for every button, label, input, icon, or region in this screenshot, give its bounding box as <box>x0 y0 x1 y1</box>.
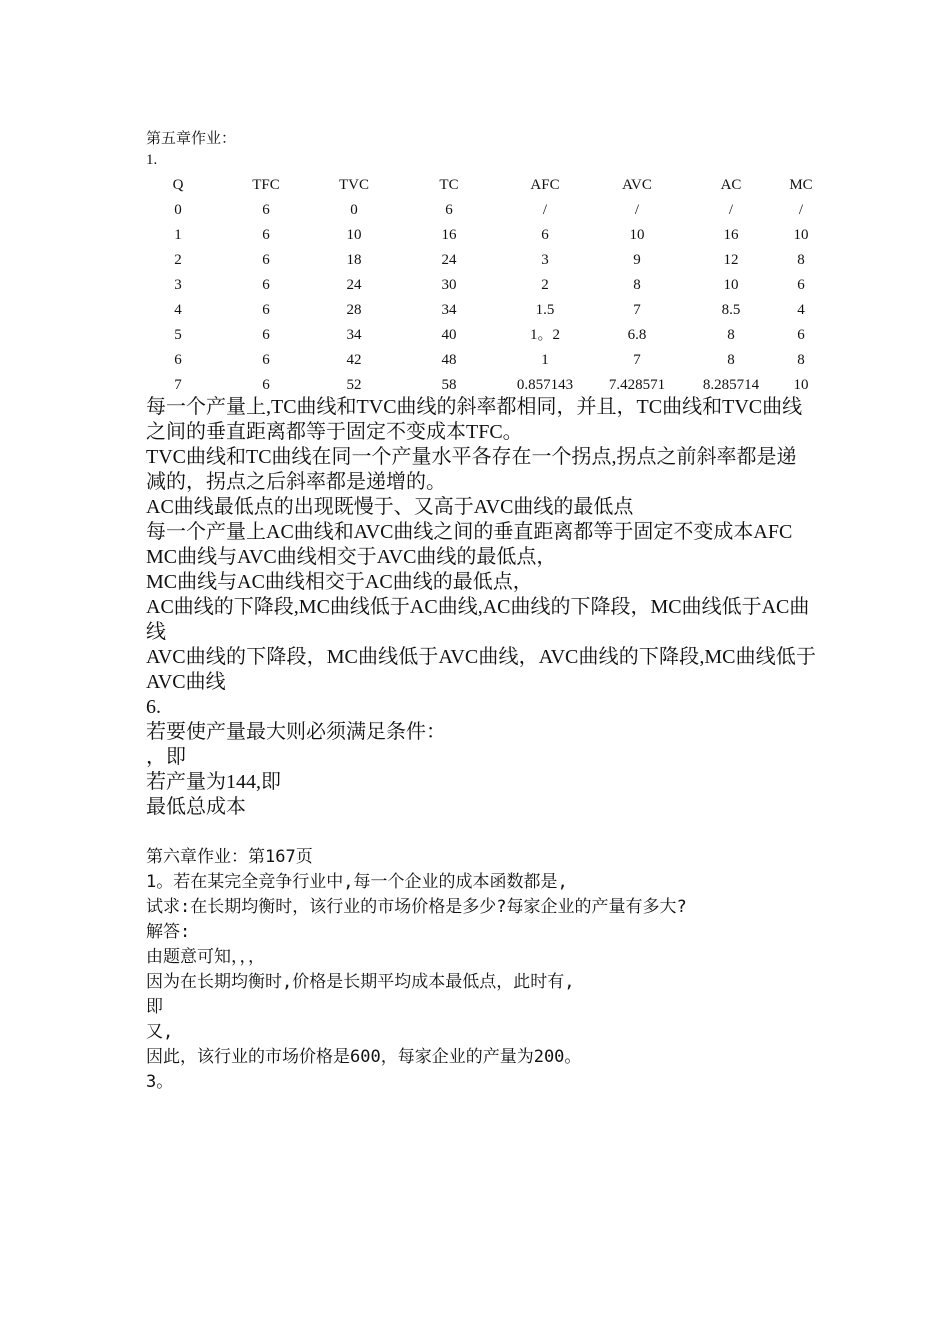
table-cell: 34 <box>441 302 457 318</box>
table-row <box>146 198 836 223</box>
table-cell: 8 <box>797 352 805 368</box>
table-cell: 7 <box>633 302 641 318</box>
column-header: TVC <box>339 177 369 193</box>
table-cell: 6 <box>262 227 270 243</box>
table-cell: 12 <box>723 252 739 268</box>
paragraph: ，即 <box>146 746 186 768</box>
question-1-label: 1. <box>146 152 158 168</box>
table-cell: 6 <box>797 277 805 293</box>
table-cell: 4 <box>797 302 805 318</box>
table-cell: 6 <box>262 202 270 218</box>
paragraph: MC曲线与AVC曲线相交于AVC曲线的最低点， <box>146 546 557 568</box>
table-cell: 0 <box>174 202 182 218</box>
table-cell: 4 <box>174 302 182 318</box>
table-cell: 16 <box>723 227 739 243</box>
table-cell: 6 <box>262 327 270 343</box>
table-row <box>146 348 836 373</box>
table-cell: 8 <box>797 252 805 268</box>
table-cell: 24 <box>346 277 362 293</box>
table-cell: 10 <box>793 377 809 393</box>
cost-table <box>146 173 836 398</box>
table-cell: 6 <box>174 352 182 368</box>
table-cell: 28 <box>346 302 362 318</box>
table-cell: 58 <box>441 377 457 393</box>
paragraph: 试求:在长期均衡时，该行业的市场价格是多少?每家企业的产量有多大? <box>146 897 687 917</box>
table-cell: 6 <box>262 377 270 393</box>
paragraph: TVC曲线和TC曲线在同一个产量水平各存在一个拐点,拐点之前斜率都是递减的，拐点之后斜率都是递增的。 <box>146 446 797 493</box>
paragraph: 因此，该行业的市场价格是600，每家企业的产量为200。 <box>146 1047 582 1067</box>
table-cell: 8 <box>727 327 735 343</box>
paragraph: 6. <box>146 696 161 718</box>
paragraph: 即 <box>146 997 163 1017</box>
table-cell: 24 <box>441 252 457 268</box>
table-cell: 2 <box>174 252 182 268</box>
chapter6-body <box>146 845 816 1095</box>
paragraph: 1。若在某完全竞争行业中,每一个企业的成本函数都是, <box>146 872 568 892</box>
table-cell: 2 <box>541 277 549 293</box>
table-cell: 6 <box>262 352 270 368</box>
table-cell: 16 <box>441 227 457 243</box>
table-cell: 34 <box>346 327 362 343</box>
paragraph: AC曲线最低点的出现既慢于、又高于AVC曲线的最低点 <box>146 496 634 518</box>
table-cell: 7.428571 <box>608 377 666 393</box>
chapter5-body <box>146 395 816 820</box>
paragraph: AC曲线的下降段,MC曲线低于AC曲线,AC曲线的下降段，MC曲线低于AC曲线 <box>146 596 810 643</box>
table-cell: 10 <box>793 227 809 243</box>
table-cell: 0.857143 <box>516 377 574 393</box>
table-cell: 8 <box>727 352 735 368</box>
table-row <box>146 298 836 323</box>
table-cell: 40 <box>441 327 457 343</box>
chapter6-heading: 第六章作业：第167页 <box>146 847 313 867</box>
table-cell: 8.285714 <box>702 377 760 393</box>
table-row <box>146 223 836 248</box>
table-cell: 9 <box>633 252 641 268</box>
table-cell: / <box>798 202 804 218</box>
paragraph: 若要使产量最大则必须满足条件： <box>146 721 446 743</box>
table-cell: / <box>542 202 548 218</box>
table-cell: 10 <box>629 227 645 243</box>
table-cell: 0 <box>350 202 358 218</box>
chapter5-heading: 第五章作业： <box>146 131 237 147</box>
table-cell: 6 <box>797 327 805 343</box>
column-header: AC <box>720 177 742 193</box>
paragraph: 解答: <box>146 922 191 942</box>
paragraph: 3。 <box>146 1072 174 1092</box>
column-header: TFC <box>252 177 280 193</box>
table-cell: 6 <box>262 252 270 268</box>
table-cell: 18 <box>346 252 362 268</box>
paragraph: 因为在长期均衡时,价格是长期平均成本最低点，此时有, <box>146 972 575 992</box>
table-cell: 3 <box>174 277 182 293</box>
table-cell: 8 <box>633 277 641 293</box>
table-cell: 7 <box>633 352 641 368</box>
column-header: AFC <box>530 177 560 193</box>
table-cell: 5 <box>174 327 182 343</box>
table-cell: 10 <box>723 277 739 293</box>
table-cell: 42 <box>346 352 362 368</box>
column-header: Q <box>172 177 184 193</box>
table-cell: 6 <box>541 227 549 243</box>
table-cell: 48 <box>441 352 457 368</box>
column-header: AVC <box>622 177 652 193</box>
column-header: TC <box>439 177 459 193</box>
paragraph: 若产量为144,即 <box>146 771 281 793</box>
table-cell: 7 <box>174 377 182 393</box>
table-cell: 30 <box>441 277 457 293</box>
paragraph: 又, <box>146 1022 174 1042</box>
table-cell: 6 <box>262 277 270 293</box>
paragraph: AVC曲线的下降段，MC曲线低于AVC曲线，AVC曲线的下降段,MC曲线低于AVC曲线 <box>146 646 816 693</box>
table-cell: / <box>634 202 640 218</box>
table-cell: 3 <box>541 252 549 268</box>
table-cell: 1 <box>174 227 182 243</box>
column-header: MC <box>789 177 813 193</box>
table-row <box>146 323 836 348</box>
table-row <box>146 273 836 298</box>
table-cell: 1 <box>541 352 549 368</box>
table-cell: 1。2 <box>529 327 560 343</box>
paragraph: 最低总成本 <box>146 796 246 818</box>
table-cell: 8.5 <box>721 302 741 318</box>
paragraph: 每一个产量上AC曲线和AVC曲线之间的垂直距离都等于固定不变成本AFC <box>146 521 793 543</box>
table-cell: 6 <box>445 202 453 218</box>
table-header-row <box>146 173 836 198</box>
paragraph: 每一个产量上,TC曲线和TVC曲线的斜率都相同，并且，TC曲线和TVC曲线之间的垂直距离都等于固定不变成本TFC。 <box>146 396 803 443</box>
paragraph: 由题意可知，，， <box>146 947 265 967</box>
paragraph: MC曲线与AC曲线相交于AC曲线的最低点， <box>146 571 533 593</box>
table-row <box>146 248 836 273</box>
table-cell: 10 <box>346 227 362 243</box>
table-cell: 6.8 <box>627 327 647 343</box>
table-cell: / <box>728 202 734 218</box>
table-cell: 1.5 <box>535 302 555 318</box>
table-cell: 6 <box>262 302 270 318</box>
table-cell: 52 <box>346 377 362 393</box>
